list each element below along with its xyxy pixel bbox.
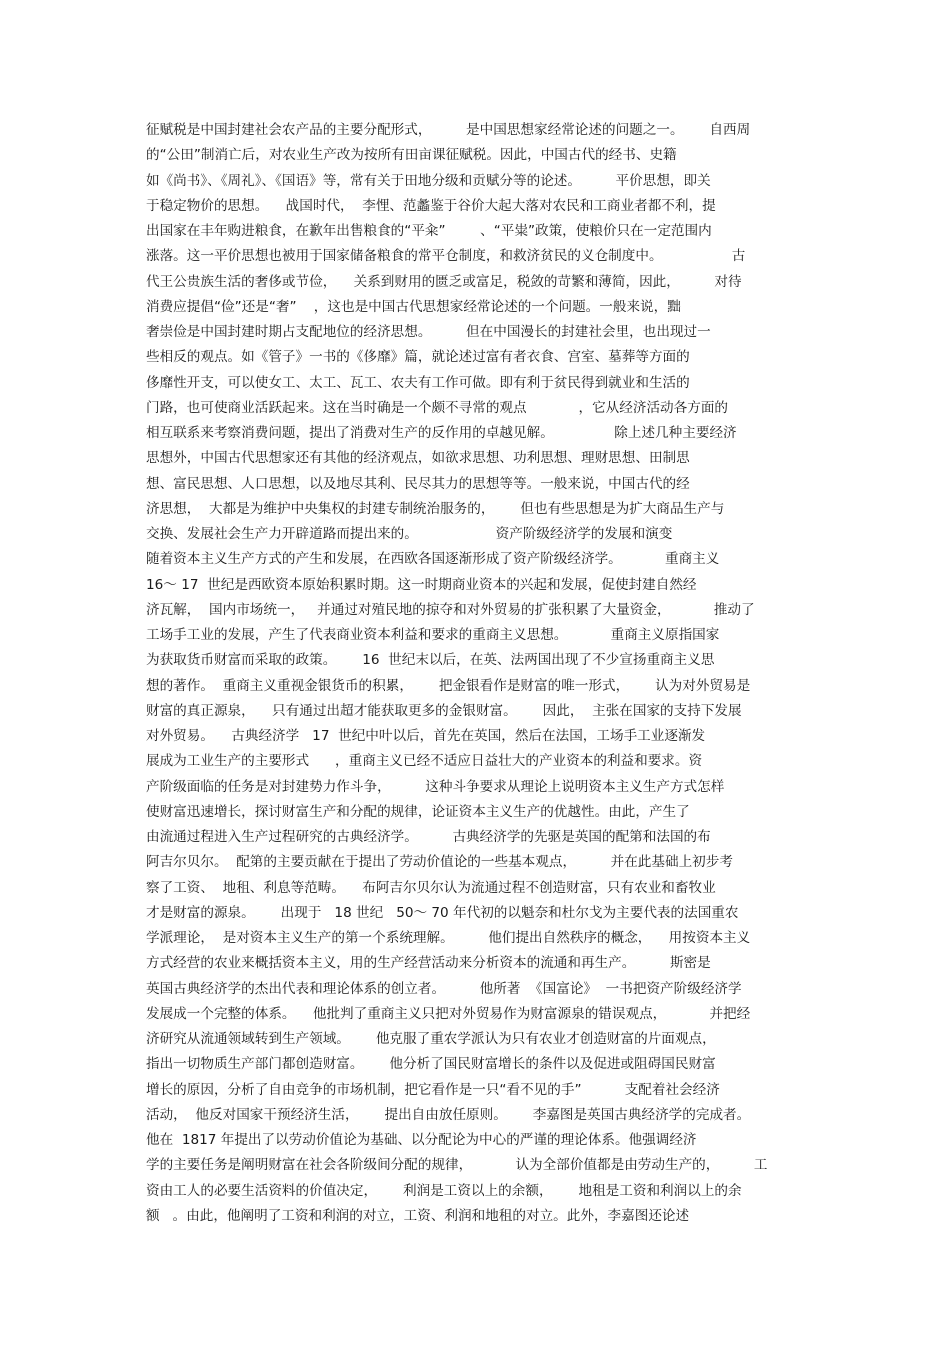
text-line: 展成为工业生产的主要形式 ，重商主义已经不适应日益壮大的产业资本的利益和要求。资 [146,753,703,770]
text-line: 16～ 17 世纪是西欧资本原始积累时期。这一时期商业资本的兴起和发展，促使封建自然经 [146,576,697,593]
text-line: 指出一切物质生产部门都创造财富。 他分析了国民财富增长的条件以及促进或阻碍国民财富 [146,1056,716,1073]
text-line: 相互联系来考察消费问题，提出了消费对生产的反作用的卓越见解。 除上述几种主要经济 [146,425,737,441]
text-line: 门路，也可使商业活跃起来。这在当时确是一个颇不寻常的观点 ，它从经济活动各方面的 [146,399,729,416]
text-line: 征赋税是中国封建社会农产品的主要分配形式， 是中国思想家经常论述的问题之一。 自西周 [146,122,751,138]
text-line: 由流通过程进入生产过程研究的古典经济学。 古典经济学的先驱是英国的配第和法国的布 [146,829,711,845]
text-line: 于稳定物价的思想。 战国时代， 李悝、范蠡鉴于谷价大起大落对农民和工商业者都不利，提 [146,197,716,214]
text-line: 济思想， 大都是为维护中央集权的封建专制统治服务的， 但也有些思想是为扩大商品生产与 [146,500,725,517]
text-line: 想的著作。 重商主义重视金银货币的积累， 把金银看作是财富的唯一形式， 认为对外贸易是 [146,677,751,694]
text-line: 学派理论， 是对资本主义生产的第一个系统理解。 他们提出自然秩序的概念， 用按资本主义 [146,930,751,946]
text-line: 才是财富的源泉。 出现于 18 世纪 50～ 70 年代初的以魁奈和杜尔戈为主要代表的法国重农 [146,904,739,921]
text-line: 活动， 他反对国家干预经济生活， 提出自由放任原则。 李嘉图是英国古典经济学的完成者。 [146,1106,751,1123]
text-line: 增长的原因，分析了自由竞争的市场机制，把它看作是一只“看不见的手” 支配着社会经济 [146,1081,720,1098]
text-line: 资由工人的必要生活资料的价值决定， 利润是工资以上的余额， 地租是工资和利润以上的余 [146,1182,742,1199]
text-line: 英国古典经济学的杰出代表和理论体系的创立者。 他所著 《国富论》 一书把资产阶级经济学 [146,980,742,997]
text-line: 思想外，中国古代思想家还有其他的经济观点，如欲求思想、功利思想、理财思想、田制思 [146,450,690,467]
text-line: 如《尚书》、《周礼》、《国语》等，常有关于田地分级和贡赋分等的论述。 平价思想，即关 [146,172,711,189]
body-text [146,118,816,1229]
text-line: 济瓦解， 国内市场统一， 并通过对殖民地的掠夺和对外贸易的扩张积累了大量资金， 推动了 [146,601,755,618]
text-line: 涨落。这一平价思想也被用于国家储备粮食的常平仓制度，和救济贫民的义仓制度中。 古 [146,248,746,265]
text-line: 对外贸易。 古典经济学 17 世纪中叶以后，首先在英国，然后在法国，工场手工业逐渐发 [146,728,706,744]
text-line: 察了工资、 地租、利息等范畴。 布阿吉尔贝尔认为流通过程不创造财富，只有农业和畜牧业 [146,879,716,896]
text-line: 济研究从流通领域转到生产领域。 他克服了重农学派认为只有农业才创造财富的片面观点， [146,1031,716,1047]
text-line: 随着资本主义生产方式的产生和发展，在西欧各国逐渐形成了资产阶级经济学。 重商主义 [146,551,720,568]
text-line: 为获取货币财富而采取的政策。 16 世纪末以后，在英、法两国出现了不少宣扬重商主义思 [146,652,715,669]
text-line: 交换、发展社会生产力开辟道路而提出来的。 资产阶级经济学的发展和演变 [146,526,673,542]
text-line: 使财富迅速增长，探讨财富生产和分配的规律，论证资本主义生产的优越性。由此，产生了 [146,803,690,820]
text-line: 侈靡性开支，可以使女工、太工、瓦工、农夫有工作可做。即有利于贫民得到就业和生活的 [146,374,690,391]
text-line: 阿吉尔贝尔。 配第的主要贡献在于提出了劳动价值论的一些基本观点， 并在此基础上初步考 [146,854,733,871]
text-line: 财富的真正源泉， 只有通过出超才能获取更多的金银财富。 因此， 主张在国家的支持下发展 [146,702,742,719]
text-line: 消费应提倡“俭”还是“奢” ，这也是中国古代思想家经常论述的一个问题。一般来说，黜 [146,298,681,315]
text-line: 想、富民思想、人口思想，以及地尽其利、民尽其力的思想等等。一般来说，中国古代的经 [146,475,690,492]
text-line: 额 。由此，他阐明了工资和利润的对立，工资、利润和地租的对立。此外，李嘉图还论述 [146,1207,690,1224]
text-line: 代王公贵族生活的奢侈或节俭， 关系到财用的匮乏或富足，税敛的苛繁和薄简，因此， 对待 [146,273,742,290]
text-line: 方式经营的农业来概括资本主义，用的生产经营活动来分析资本的流通和再生产。 斯密是 [146,955,711,972]
text-line: 的“公田”制消亡后，对农业生产改为按所有田亩课征赋税。因此，中国古代的经书、史籍 [146,147,677,164]
text-line: 出国家在丰年购进粮食，在歉年出售粮食的“平籴” 、“平粜”政策，使粮价只在一定范围内 [146,223,712,239]
text-line: 发展成一个完整的体系。 他批判了重商主义只把对外贸易作为财富源泉的错误观点， 并把经 [146,1005,751,1022]
text-line: 些相反的观点。如《管子》一书的《侈靡》篇，就论述过富有者衣食、宫室、墓葬等方面的 [146,349,690,366]
text-line: 工场手工业的发展，产生了代表商业资本利益和要求的重商主义思想。 重商主义原指国家 [146,627,720,643]
text-line: 奢崇俭是中国封建时期占支配地位的经济思想。 但在中国漫长的封建社会里，也出现过一 [146,324,711,340]
text-line: 产阶级面临的任务是对封建势力作斗争， 这种斗争要求从理论上说明资本主义生产方式怎样 [146,778,725,795]
text-line: 他在 1817 年提出了以劳动价值论为基础、以分配论为中心的严谨的理论体系。他强调经济 [146,1132,697,1148]
text-line: 学的主要任务是阐明财富在社会各阶级间分配的规律， 认为全部价值都是由劳动生产的， 工 [146,1157,768,1174]
